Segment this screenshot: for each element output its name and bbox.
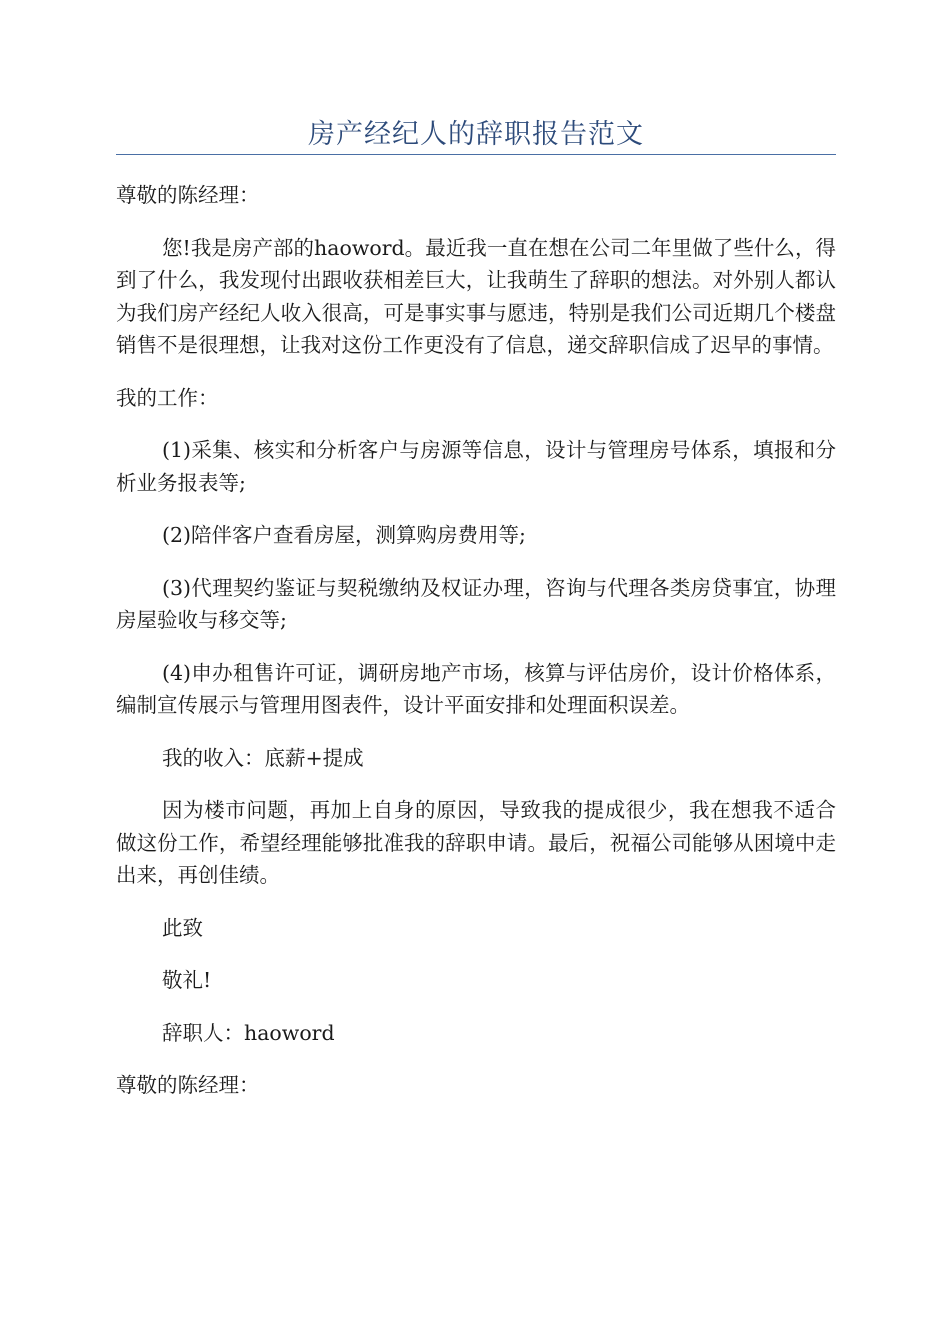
paragraph: 此致	[162, 915, 203, 940]
document-body	[116, 179, 836, 1102]
document-page	[116, 0, 836, 1102]
paragraph: 我的收入：底薪+提成	[162, 745, 364, 770]
paragraph: (3)代理契约鉴证与契税缴纳及权证办理，咨询与代理各类房贷事宜，协理房屋验收与移交等;	[116, 575, 836, 632]
paragraph: (4)申办租售许可证，调研房地产市场，核算与评估房价，设计价格体系，编制宣传展示与管理用图表件，设计平面安排和处理面积误差。	[116, 660, 836, 717]
paragraph: 我的工作：	[116, 385, 219, 410]
document-title: 房产经纪人的辞职报告范文	[308, 119, 644, 150]
paragraph: 您!我是房产部的haoword。最近我一直在想在公司二年里做了些什么，得到了什么，我发现付出跟收获相差巨大，让我萌生了辞职的想法。对外别人都认为我们房产经纪人收入很高，可是事实事与愿违，特别是我们公司近期几个楼盘销售不是很理想，让我对这份工作更没有了信息，递交辞职信成了迟早的事情。	[116, 235, 836, 357]
paragraph: (1)采集、核实和分析客户与房源等信息，设计与管理房号体系，填报和分析业务报表等;	[116, 438, 836, 495]
paragraph: 因为楼市问题，再加上自身的原因，导致我的提成很少，我在想我不适合做这份工作，希望经理能够批准我的辞职申请。最后，祝福公司能够从困境中走出来，再创佳绩。	[116, 798, 836, 887]
title-underline	[116, 154, 836, 155]
paragraph: 尊敬的陈经理：	[116, 1073, 260, 1097]
paragraph: 辞职人：haoword	[162, 1020, 335, 1045]
paragraph: 尊敬的陈经理：	[116, 183, 260, 207]
paragraph: 敬礼!	[162, 968, 212, 992]
paragraph: (2)陪伴客户查看房屋，测算购房费用等;	[162, 523, 526, 547]
